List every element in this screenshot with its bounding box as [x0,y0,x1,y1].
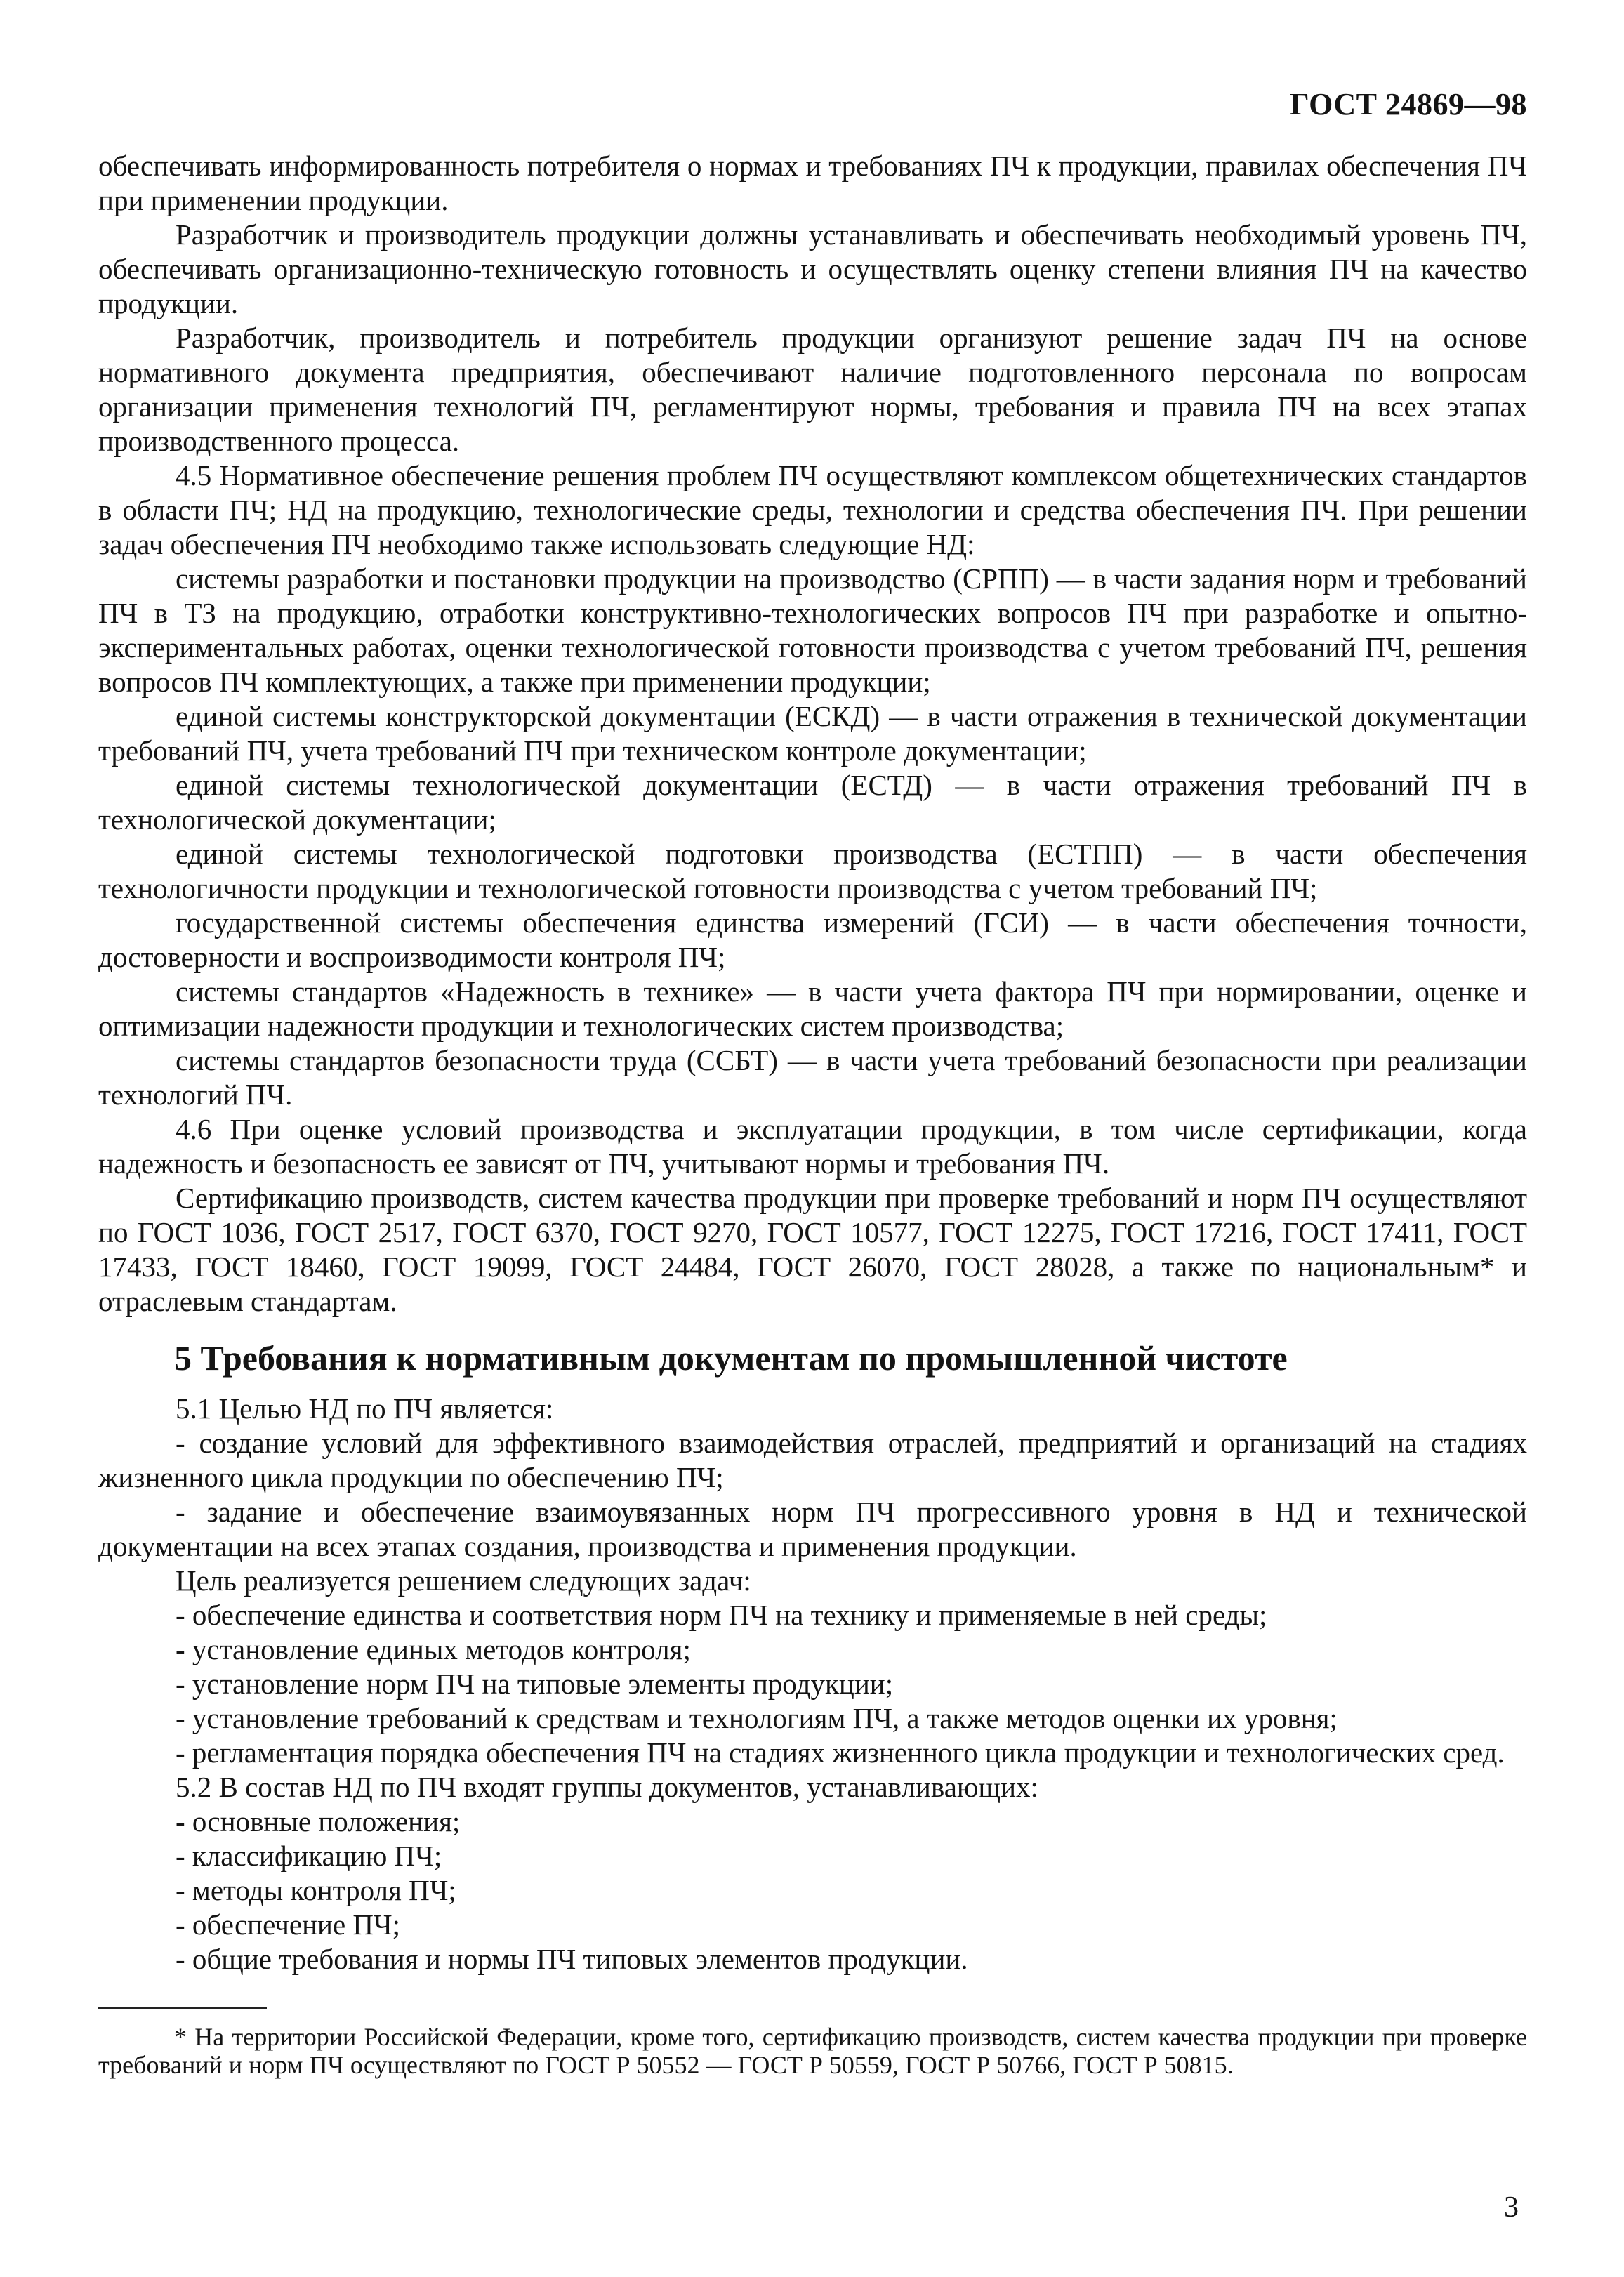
body-text [98,149,1527,2079]
list-item: - общие требования и нормы ПЧ типовых элементов продукции. [176,1943,968,1975]
footnote-text: * На территории Российской Федерации, кроме того, сертификацию производств, систем качества продукции при проверке требований и норм ПЧ осуществляют по ГОСТ Р 50552 — ГОСТ Р 50559, ГОСТ Р 50766, ГОСТ Р 50815. [98,2023,1527,2079]
section-heading: 5 Требования к нормативным документам по промышленной чистоте [174,1338,1288,1378]
list-item: - установление единых методов контроля; [176,1633,691,1665]
list-item: системы разработки и постановки продукции на производство (СРПП) — в части задания норм и требований ПЧ в ТЗ на продукцию, отработки конструктивно-технологических вопросов ПЧ при разработке и опытно-экспериментальных работах, оценки технологической готовности производства с учетом требований ПЧ, решения вопросов ПЧ комплектующих, а также при применении продукции; [98,562,1527,698]
footnote-divider [98,2007,267,2009]
list-item: - регламентация порядка обеспечения ПЧ на стадиях жизненного цикла продукции и технологических сред. [176,1736,1505,1769]
clause-5-2: 5.2 В состав НД по ПЧ входят группы документов, устанавливающих: [176,1771,1038,1803]
clause-4-6: 4.6 При оценке условий производства и эксплуатации продукции, в том числе сертификации, когда надежность и безопасность ее зависят от ПЧ, учитывают нормы и требования ПЧ. [98,1113,1527,1180]
page-number: 3 [1504,2191,1519,2224]
list-item: - классификацию ПЧ; [176,1840,442,1872]
paragraph: Разработчик, производитель и потребитель продукции организуют решение задач ПЧ на основе нормативного документа предприятия, обеспечивают наличие подготовленного персонала по вопросам организации применения технологий ПЧ, регламентируют нормы, требования и правила ПЧ на всех этапах производственного процесса. [98,322,1527,457]
list-item: единой системы конструкторской документации (ЕСКД) — в части отражения в технической документации требований ПЧ, учета требований ПЧ при техническом контроле документации; [98,700,1527,767]
list-item: - установление норм ПЧ на типовые элементы продукции; [176,1668,894,1700]
clause-4-5: 4.5 Нормативное обеспечение решения проблем ПЧ осуществляют комплексом общетехнических стандартов в области ПЧ; НД на продукцию, технологические среды, технологии и средства обеспечения ПЧ. При решении задач обеспечения ПЧ необходимо также использовать следующие НД: [98,459,1527,560]
paragraph: Цель реализуется решением следующих задач: [176,1564,751,1597]
paragraph: Сертификацию производств, систем качества продукции при проверке требований и норм ПЧ осуществляют по ГОСТ 1036, ГОСТ 2517, ГОСТ 6370, ГОСТ 9270, ГОСТ 10577, ГОСТ 12275, ГОСТ 17216, ГОСТ 17411, ГОСТ 17433, ГОСТ 18460, ГОСТ 19099, ГОСТ 24484, ГОСТ 26070, ГОСТ 28028, а также по национальным* и отраслевым стандартам. [98,1182,1527,1317]
paragraph: Разработчик и производитель продукции должны устанавливать и обеспечивать необходимый уровень ПЧ, обеспечивать организационно-техническую готовность и осуществлять оценку степени влияния ПЧ на качество продукции. [98,218,1527,319]
list-item: единой системы технологической подготовки производства (ЕСТПП) — в части обеспечения технологичности продукции и технологической готовности производства с учетом требований ПЧ; [98,838,1527,904]
list-item: системы стандартов «Надежность в технике» — в части учета фактора ПЧ при нормировании, оценке и оптимизации надежности продукции и технологических систем производства; [98,975,1527,1042]
list-item: - методы контроля ПЧ; [176,1874,456,1906]
list-item: - установление требований к средствам и технологиям ПЧ, а также методов оценки их уровня; [176,1702,1338,1734]
list-item: системы стандартов безопасности труда (ССБТ) — в части учета требований безопасности при реализации технологий ПЧ. [98,1044,1527,1111]
list-item: единой системы технологической документации (ЕСТД) — в части отражения требований ПЧ в технологической документации; [98,769,1527,836]
list-item: государственной системы обеспечения единства измерений (ГСИ) — в части обеспечения точности, достоверности и воспроизводимости контроля ПЧ; [98,906,1527,973]
paragraph: обеспечивать информированность потребителя о нормах и требованиях ПЧ к продукции, правилах обеспечения ПЧ при применении продукции. [98,150,1527,216]
list-item: - задание и обеспечение взаимоувязанных норм ПЧ прогрессивного уровня в НД и технической документации на всех этапах создания, производства и применения продукции. [98,1496,1527,1562]
list-item: - основные положения; [176,1805,461,1837]
footnote [98,2023,1527,2079]
list-item: - создание условий для эффективного взаимодействия отраслей, предприятий и организаций на стадиях жизненного цикла продукции по обеспечению ПЧ; [98,1427,1527,1493]
list-item: - обеспечение ПЧ; [176,1908,401,1941]
list-item: - обеспечение единства и соответствия норм ПЧ на технику и применяемые в ней среды; [176,1599,1267,1631]
clause-5-1: 5.1 Целью НД по ПЧ является: [176,1392,554,1425]
document-code: ГОСТ 24869—98 [1289,87,1527,121]
